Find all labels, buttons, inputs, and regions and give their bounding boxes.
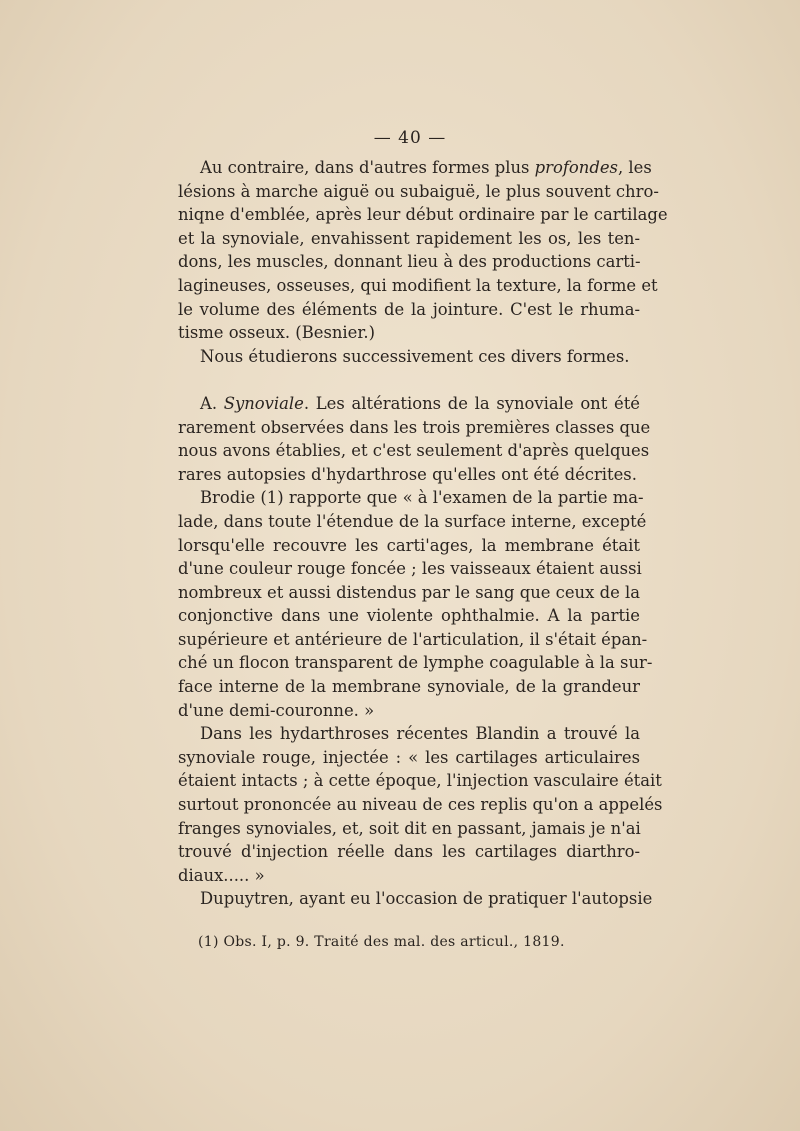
text-line: diaux..... » bbox=[178, 865, 265, 885]
text-line: ché un flocon transparent de lymphe coagulable à la sur- bbox=[178, 653, 653, 673]
text-line: A. Synoviale. Les altérations de la synoviale ont été bbox=[200, 393, 641, 413]
text-line: étaient intacts ; à cette époque, l'injection vasculaire était bbox=[178, 771, 662, 791]
text-line: surtout prononcée au niveau de ces replis qu'on a appelés bbox=[178, 795, 663, 815]
text-line: rares autopsies d'hydarthrose qu'elles ont été décrites. bbox=[178, 464, 637, 484]
paragraph bbox=[178, 156, 668, 345]
text-line: lorsqu'elle recouvre les carti'ages, la membrane était bbox=[178, 535, 640, 555]
paragraph-gap bbox=[178, 368, 640, 392]
footnote: (1) Obs. I, p. 9. Traité des mal. des articul., 1819. bbox=[198, 934, 565, 950]
paragraph bbox=[178, 345, 640, 369]
text-line: face interne de la membrane synoviale, de la grandeur bbox=[178, 677, 640, 697]
text-line: Nous étudierons successivement ces divers formes. bbox=[200, 346, 630, 366]
text-line: tisme osseux. (Besnier.) bbox=[178, 323, 375, 343]
text-line: Brodie (1) rapporte que « à l'examen de la partie ma- bbox=[200, 488, 644, 508]
body-text bbox=[178, 156, 668, 911]
paragraph bbox=[178, 486, 653, 722]
text-line: Dans les hydarthroses récentes Blandin a trouvé la bbox=[200, 724, 640, 744]
paragraph bbox=[178, 392, 651, 486]
text-line: nous avons établies, et c'est seulement d'après quelques bbox=[178, 441, 650, 461]
paragraph bbox=[178, 887, 653, 911]
text-line: lade, dans toute l'étendue de la surface interne, excepté bbox=[178, 511, 647, 531]
text-line: d'une demi-couronne. » bbox=[178, 700, 375, 720]
text-line: Au contraire, dans d'autres formes plus profondes, les bbox=[200, 158, 652, 177]
text-line: franges synoviales, et, soit dit en passant, jamais je n'ai bbox=[178, 818, 641, 838]
text-line: rarement observées dans les trois premières classes que bbox=[178, 417, 651, 437]
paragraph bbox=[178, 722, 663, 887]
text-line: lésions à marche aiguë ou subaiguë, le plus souvent chro- bbox=[178, 181, 659, 201]
text-line: nombreux et aussi distendus par le sang que ceux de la bbox=[178, 582, 640, 602]
text-line: d'une couleur rouge foncée ; les vaisseaux étaient aussi bbox=[178, 559, 642, 579]
italic-term: Synoviale bbox=[223, 393, 304, 413]
text-line: supérieure et antérieure de l'articulation, il s'était épan- bbox=[178, 629, 648, 649]
italic-term: profondes bbox=[534, 158, 618, 177]
text-line: et la synoviale, envahissent rapidement les os, les ten- bbox=[178, 228, 640, 248]
text-line: le volume des éléments de la jointure. C'est le rhuma- bbox=[178, 299, 640, 319]
text-line: dons, les muscles, donnant lieu à des productions carti- bbox=[178, 252, 641, 272]
text-line: trouvé d'injection réelle dans les cartilages diarthro- bbox=[178, 842, 640, 862]
text-line: lagineuses, osseuses, qui modifient la texture, la forme et bbox=[178, 275, 658, 295]
text-line: Dupuytren, ayant eu l'occasion de pratiquer l'autopsie bbox=[200, 889, 653, 909]
page-number: — 40 — bbox=[373, 128, 447, 148]
text-line: conjonctive dans une violente ophthalmie. A la partie bbox=[178, 606, 640, 626]
text-line: synoviale rouge, injectée : « les cartilages articulaires bbox=[178, 747, 640, 767]
text-line: niqne d'emblée, après leur début ordinaire par le cartilage bbox=[178, 205, 668, 225]
